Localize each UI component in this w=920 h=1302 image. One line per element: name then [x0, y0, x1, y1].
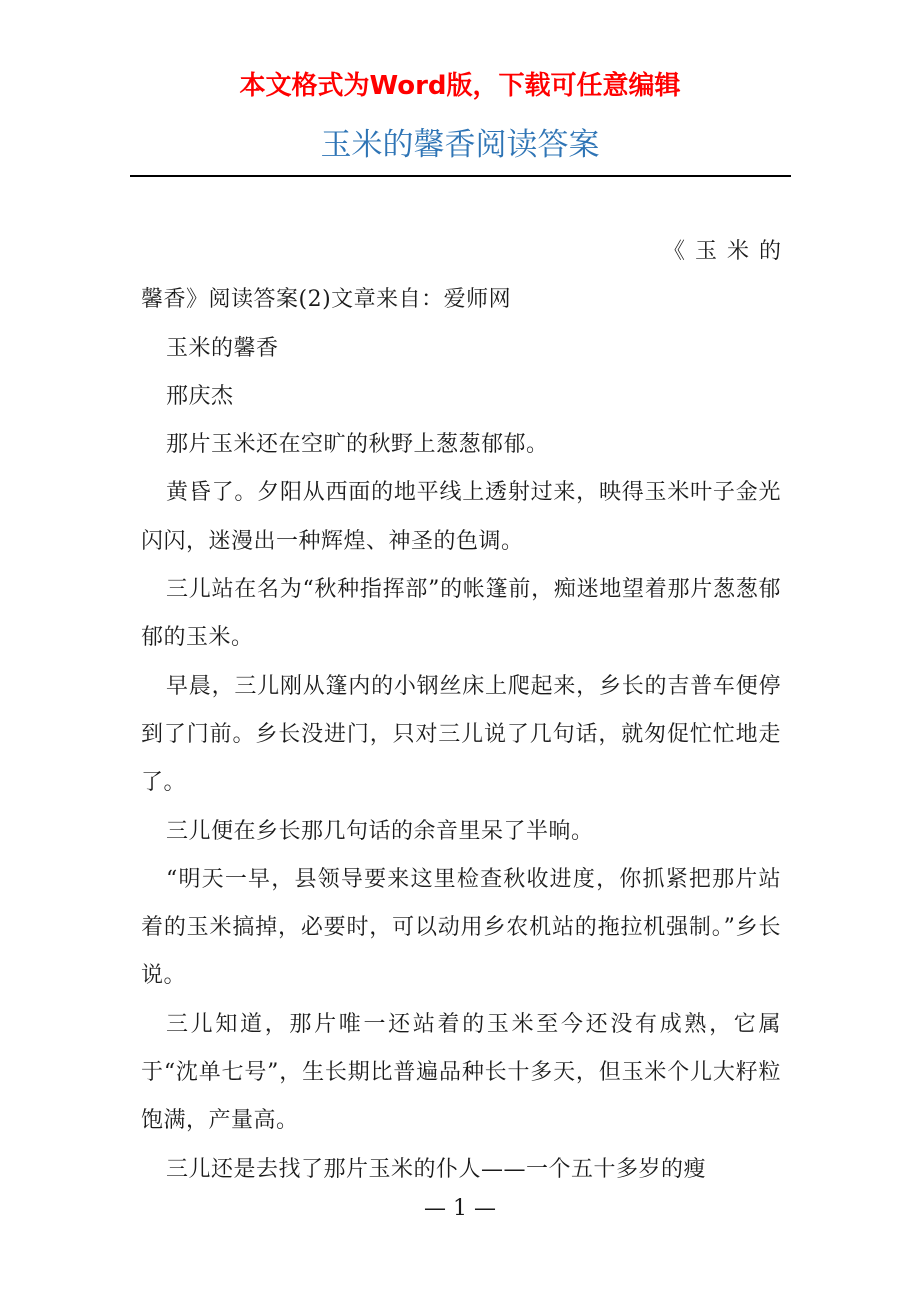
document-title: 玉米的馨香阅读答案 [320, 127, 600, 163]
paragraph: “明天一早，县领导要来这里检查秋收进度，你抓紧把那片站着的玉米搞掉，必要时，可以动用乡农机站的拖拉机强制。”乡长说。 [141, 866, 781, 989]
page-number: — 1 — [424, 1196, 496, 1221]
paragraph: 那片玉米还在空旷的秋野上葱葱郁郁。 [166, 432, 549, 458]
article-body [141, 228, 791, 1194]
paragraph: 三儿便在乡长那几句话的余音里呆了半晌。 [166, 818, 594, 844]
title-divider [130, 175, 791, 177]
story-title: 玉米的馨香 [166, 335, 279, 361]
story-author: 邢庆杰 [166, 383, 234, 409]
paragraph: 黄昏了。夕阳从西面的地平线上透射过来，映得玉米叶子金光闪闪，迷漫出一种辉煌、神圣的色调。 [141, 480, 781, 554]
paragraph: 早晨，三儿刚从篷内的小钢丝床上爬起来，乡长的吉普车便停到了门前。乡长没进门，只对三儿说了几句话，就匆促忙忙地走了。 [141, 673, 781, 796]
paragraph: 三儿站在名为“秋种指挥部”的帐篷前，痴迷地望着那片葱葱郁郁的玉米。 [141, 577, 781, 651]
word-format-banner: 本文格式为Word版，下载可任意编辑 [239, 71, 681, 101]
intro-line-1: 《玉米的 [662, 239, 791, 264]
intro-line-2: 馨香》阅读答案(2)文章来自：爱师网 [141, 287, 512, 313]
paragraph: 三儿知道，那片唯一还站着的玉米至今还没有成熟，它属于“沈单七号”，生长期比普遍品种长十多天，但玉米个儿大籽粒饱满，产量高。 [141, 1011, 781, 1134]
paragraph: 三儿还是去找了那片玉米的仆人——一个五十多岁的瘦 [166, 1156, 707, 1182]
